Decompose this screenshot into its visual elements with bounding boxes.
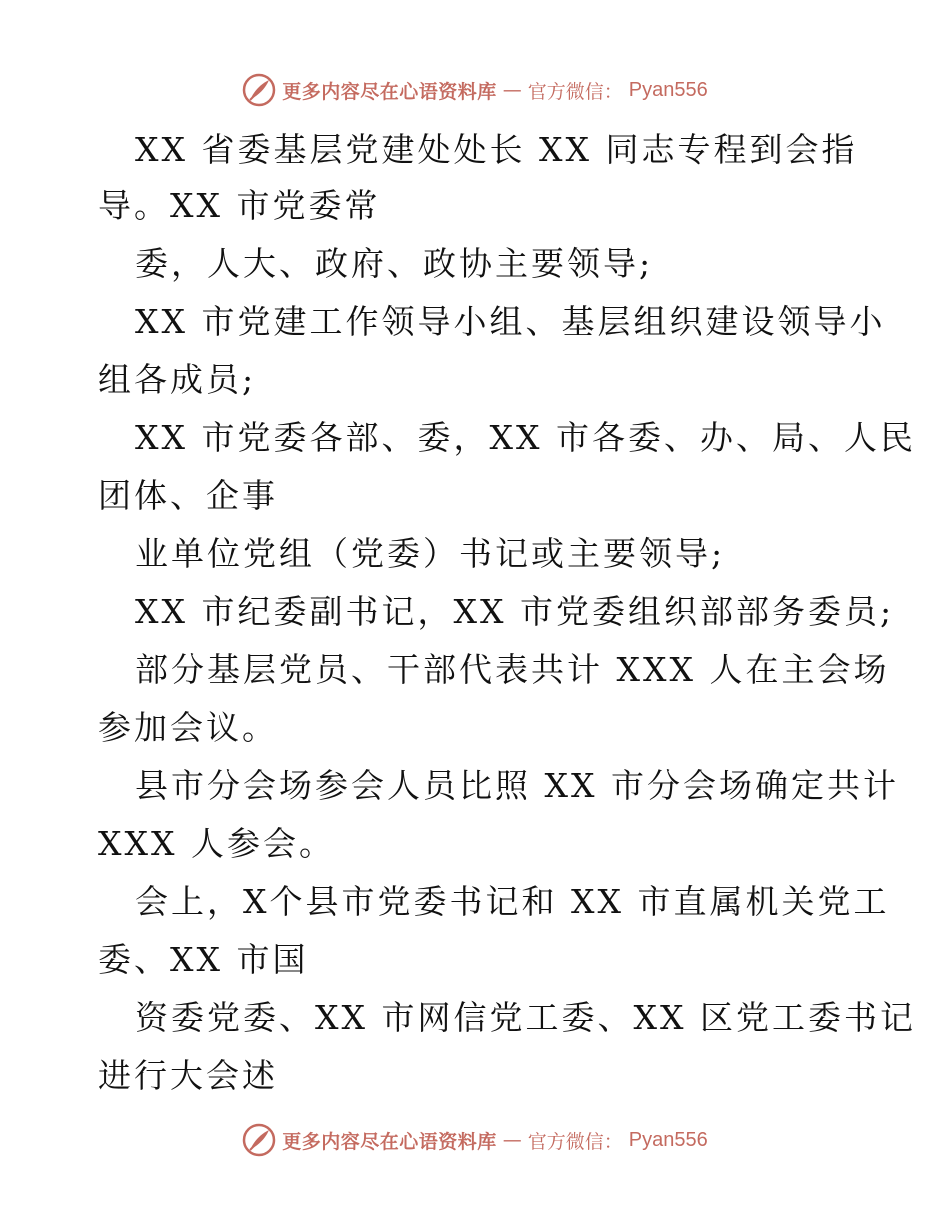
- watermark-dash: —: [502, 1129, 522, 1151]
- text-line: 会上，X个县市党委书记和 XX 市直属机关党工: [135, 882, 890, 921]
- text-line: 进行大会述: [98, 1056, 278, 1095]
- text-line: 团体、企事: [98, 476, 278, 515]
- footer-watermark: [0, 1120, 950, 1160]
- quill-pen-logo-icon: [242, 73, 276, 107]
- text-line: XX 市党建工作领导小组、基层组织建设领导小: [135, 302, 886, 341]
- watermark-wechat-id: Pyan556: [628, 78, 708, 101]
- text-line: 资委党委、XX 市网信党工委、XX 区党工委书记: [135, 998, 916, 1037]
- watermark-official-label: 官方微信：: [527, 80, 623, 103]
- text-line: XX 省委基层党建处处长 XX 同志专程到会指: [135, 130, 858, 169]
- watermark-wechat-id: Pyan556: [628, 1128, 708, 1151]
- text-line: XX 市党委各部、委，XX 市各委、办、局、人民: [135, 418, 916, 457]
- text-line: 县市分会场参会人员比照 XX 市分会场确定共计: [135, 766, 899, 805]
- text-line: 参加会议。: [98, 708, 278, 747]
- quill-pen-logo-icon: [242, 1123, 276, 1157]
- watermark-official-label: 官方微信：: [527, 1130, 623, 1153]
- text-line: 委，人大、政府、政协主要领导;: [135, 244, 654, 283]
- text-line: 业单位党组（党委）书记或主要领导;: [135, 534, 726, 573]
- text-line: 组各成员;: [98, 360, 257, 399]
- watermark-main-text: 更多内容尽在心语资料库: [282, 80, 497, 103]
- text-line: 委、XX 市国: [98, 940, 309, 979]
- watermark-main-text: 更多内容尽在心语资料库: [282, 1130, 497, 1153]
- text-line: XX 市纪委副书记，XX 市党委组织部部务委员;: [135, 592, 895, 631]
- header-watermark: [0, 70, 950, 110]
- text-line: 导。XX 市党委常: [98, 186, 381, 225]
- text-line: XXX 人参会。: [98, 824, 335, 863]
- text-line: 部分基层党员、干部代表共计 XXX 人在主会场: [135, 650, 890, 689]
- watermark-dash: —: [502, 79, 522, 101]
